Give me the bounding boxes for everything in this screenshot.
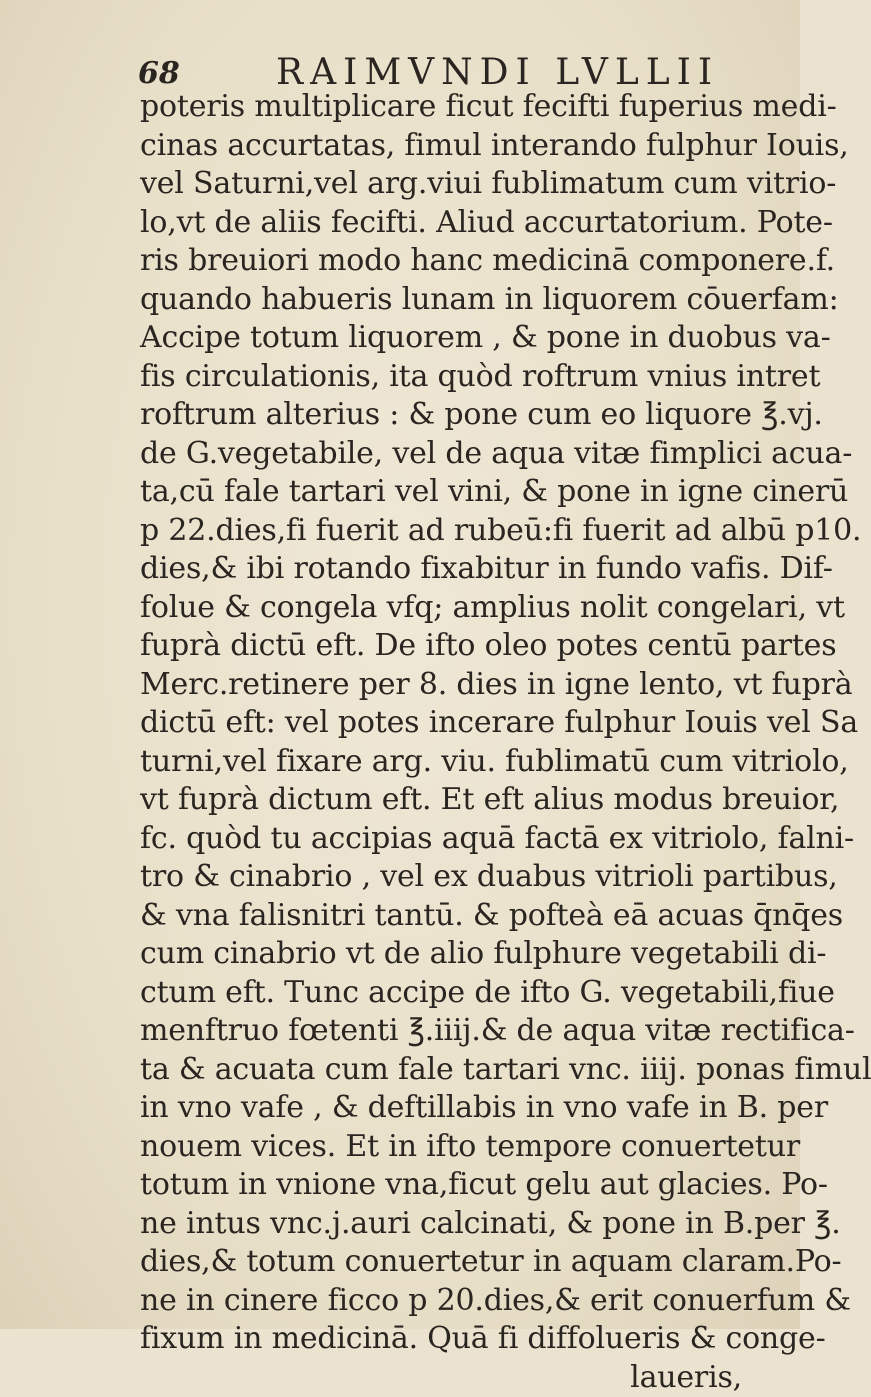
text-line: in vno vafe , & deftillabis in vno vafe in B. per bbox=[140, 1089, 760, 1128]
text-line: turni,vel fixare arg. viu. fublimatū cum vitriolo, bbox=[140, 743, 760, 782]
page-number: 68 bbox=[138, 56, 180, 91]
text-line: ris breuiori modo hanc medicinā componere.f. bbox=[140, 242, 760, 281]
text-line: Accipe totum liquorem , & pone in duobus va- bbox=[140, 319, 760, 358]
text-line: ne in cinere ficco p 20.dies,& erit conuerfum & bbox=[140, 1282, 760, 1321]
text-line: nouem vices. Et in ifto tempore conuertetur bbox=[140, 1128, 760, 1167]
text-line: poteris multiplicare ficut fecifti fuperius medi- bbox=[140, 88, 760, 127]
running-head: RAIMVNDI LVLLII bbox=[276, 52, 719, 93]
text-block bbox=[140, 88, 760, 1397]
text-line: dies,& totum conuertetur in aquam claram.Po- bbox=[140, 1243, 760, 1282]
text-line: ne intus vnc.j.auri calcinati, & pone in B.per ℥. bbox=[140, 1205, 760, 1244]
text-line: lo,vt de aliis fecifti. Aliud accurtatorium. Pote- bbox=[140, 204, 760, 243]
text-line: vel Saturni,vel arg.viui fublimatum cum vitrio- bbox=[140, 165, 760, 204]
text-line: fuprà dictū eft. De ifto oleo potes centū partes bbox=[140, 627, 760, 666]
text-line: ctum eft. Tunc accipe de ifto G. vegetabili,fiue bbox=[140, 974, 760, 1013]
catchword: laueris, bbox=[140, 1359, 760, 1397]
text-line: roftrum alterius : & pone cum eo liquore ℥.vj. bbox=[140, 396, 760, 435]
text-line: dies,& ibi rotando fixabitur in fundo vafis. Dif- bbox=[140, 550, 760, 589]
text-line: Merc.retinere per 8. dies in igne lento, vt fuprà bbox=[140, 666, 760, 705]
text-line: menftruo fœtenti ℥.iiij.& de aqua vitæ rectifica- bbox=[140, 1012, 760, 1051]
text-line: p 22.dies,fi fuerit ad rubeū:fi fuerit ad albū p10. bbox=[140, 512, 760, 551]
text-line: fis circulationis, ita quòd roftrum vnius intret bbox=[140, 358, 760, 397]
text-line: folue & congela vfq; amplius nolit congelari, vt bbox=[140, 589, 760, 628]
text-line: cum cinabrio vt de alio fulphure vegetabili di- bbox=[140, 935, 760, 974]
text-line: & vna falisnitri tantū. & pofteà eā acuas q̄nq̄es bbox=[140, 897, 760, 936]
text-line: dictū eft: vel potes incerare fulphur Iouis vel Sa bbox=[140, 704, 760, 743]
text-line: fc. quòd tu accipias aquā factā ex vitriolo, falni- bbox=[140, 820, 760, 859]
text-line: tro & cinabrio , vel ex duabus vitrioli partibus, bbox=[140, 858, 760, 897]
text-line: vt fuprà dictum eft. Et eft alius modus breuior, bbox=[140, 781, 760, 820]
text-line: ta & acuata cum fale tartari vnc. iiij. ponas fimul bbox=[140, 1051, 760, 1090]
text-line: quando habueris lunam in liquorem cōuerfam: bbox=[140, 281, 760, 320]
text-line: fixum in medicinā. Quā fi diffolueris & conge- bbox=[140, 1320, 760, 1359]
text-line: totum in vnione vna,ficut gelu aut glacies. Po- bbox=[140, 1166, 760, 1205]
text-line: ta,cū fale tartari vel vini, & pone in igne cinerū bbox=[140, 473, 760, 512]
text-line: cinas accurtatas, fimul interando fulphur Iouis, bbox=[140, 127, 760, 166]
text-line: de G.vegetabile, vel de aqua vitæ fimplici acua- bbox=[140, 435, 760, 474]
